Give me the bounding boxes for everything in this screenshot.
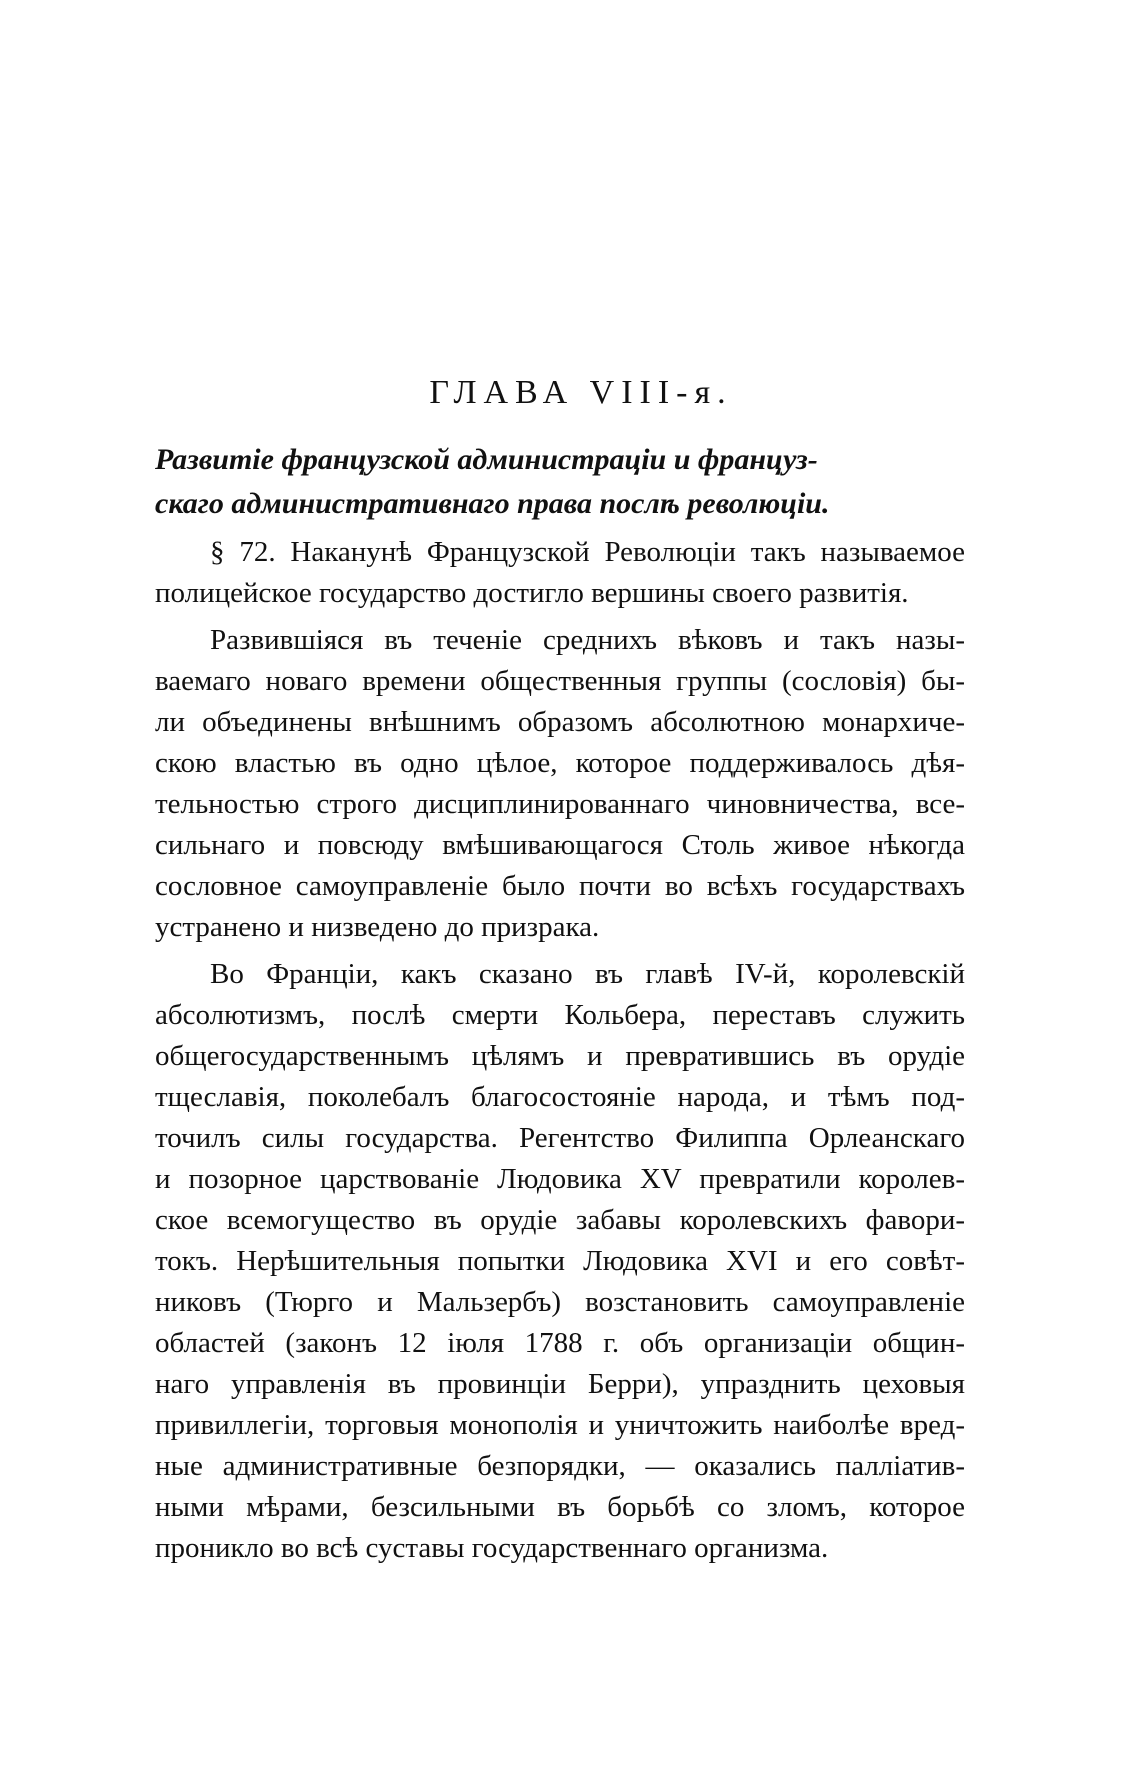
text-line: сильнаго и повсюду вмѣшивающагося Столь живое нѣкогда xyxy=(155,829,965,861)
chapter-title-line: Развитіе французской администраціи и француз- xyxy=(155,443,818,476)
text-line: скою властью въ одно цѣлое, которое поддерживалось дѣя- xyxy=(155,747,965,779)
text-line: ваемаго новаго времени общественныя группы (сословія) бы- xyxy=(155,665,965,697)
text-line: § 72. Наканунѣ Французской Революціи такъ называемое xyxy=(210,536,965,568)
text-line: никовъ (Тюрго и Мальзербъ) возстановить самоуправленіе xyxy=(155,1286,965,1318)
text-line: точилъ силы государства. Регентство Филиппа Орлеанскаго xyxy=(155,1122,965,1154)
text-line: и позорное царствованіе Людовика XV превратили королев- xyxy=(155,1163,965,1195)
body-text xyxy=(155,532,965,1575)
chapter-title xyxy=(155,438,965,526)
text-line: полицейское государство достигло вершины своего развитія. xyxy=(155,577,909,609)
chapter-heading: ГЛАВА VIII-я. xyxy=(429,374,733,411)
text-line: ское всемогущество въ орудіе забавы королевскихъ фавори- xyxy=(155,1204,965,1236)
text-line: общегосударственнымъ цѣлямъ и превратившись въ орудіе xyxy=(155,1040,965,1072)
text-line: Развившіяся въ теченіе среднихъ вѣковъ и такъ назы- xyxy=(210,624,965,656)
paragraph-section-72 xyxy=(155,532,965,614)
paragraph xyxy=(155,620,965,948)
text-line: токъ. Нерѣшительныя попытки Людовика XVI и его совѣт- xyxy=(155,1245,965,1277)
text-line: ными мѣрами, безсильными въ борьбѣ со зломъ, которое xyxy=(155,1491,965,1523)
text-line: Во Франціи, какъ сказано въ главѣ IV-й, королевскій xyxy=(210,958,965,990)
text-line: абсолютизмъ, послѣ смерти Кольбера, переставъ служить xyxy=(155,999,965,1031)
text-line: ли объединены внѣшнимъ образомъ абсолютною монархиче- xyxy=(155,706,965,738)
text-line: сословное самоуправленіе было почти во всѣхъ государствахъ xyxy=(155,870,965,902)
text-line: ные административные безпорядки, — оказались палліатив- xyxy=(155,1450,965,1482)
text-line: тельностью строго дисциплинированнаго чиновничества, все- xyxy=(155,788,965,820)
text-line: наго управленія въ провинціи Берри), упразднить цеховыя xyxy=(155,1368,965,1400)
paragraph xyxy=(155,954,965,1569)
chapter-title-line: скаго административнаго права послѣ революціи. xyxy=(155,487,830,520)
text-line: областей (законъ 12 іюля 1788 г. объ организаціи общин- xyxy=(155,1327,965,1359)
text-line: привиллегіи, торговыя монополія и уничтожить наиболѣе вред- xyxy=(155,1409,965,1441)
text-line: тщеславія, поколебалъ благосостояніе народа, и тѣмъ под- xyxy=(155,1081,965,1113)
text-line: устранено и низведено до призрака. xyxy=(155,911,600,943)
text-line: проникло во всѣ суставы государственнаго организма. xyxy=(155,1532,829,1564)
